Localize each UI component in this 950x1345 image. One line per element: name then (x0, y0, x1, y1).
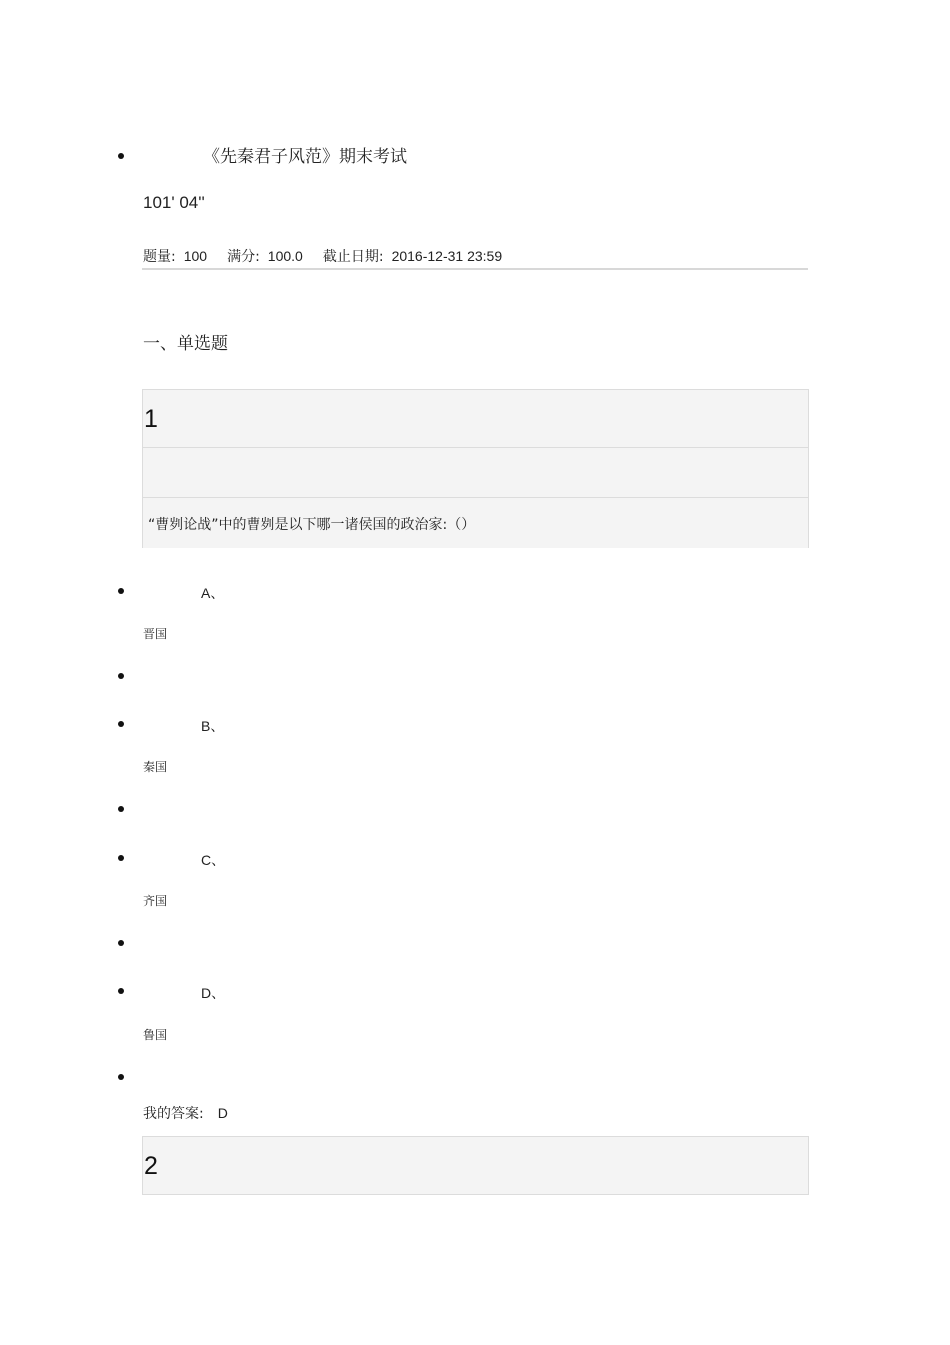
question-card (142, 1136, 809, 1195)
question-spacer-row (143, 448, 808, 498)
score-label: 满分: (227, 249, 260, 265)
option-d-letter[interactable]: D、 (201, 985, 226, 1001)
answer-value: D (217, 1105, 228, 1121)
header-divider (142, 268, 808, 270)
exam-meta (143, 246, 522, 266)
list-bullet (118, 806, 124, 812)
option-bullet (118, 721, 124, 727)
list-bullet (118, 673, 124, 679)
deadline-value: 2016-12-31 23:59 (391, 248, 503, 264)
option-b-text[interactable]: 秦国 (143, 760, 168, 774)
option-bullet (118, 988, 124, 994)
option-d-text[interactable]: 鲁国 (143, 1028, 168, 1042)
option-a-text[interactable]: 晋国 (143, 627, 168, 641)
option-c-text[interactable]: 齐国 (143, 894, 168, 908)
exam-timer: 101' 04'' (143, 193, 205, 212)
section-title: 一、单选题 (143, 334, 228, 354)
option-b-letter[interactable]: B、 (201, 718, 225, 734)
option-bullet (118, 855, 124, 861)
title-bullet (118, 153, 124, 159)
answer-label: 我的答案: (143, 1106, 204, 1122)
option-a-letter[interactable]: A、 (201, 585, 225, 601)
question-card (142, 389, 809, 548)
question-number: 2 (143, 1136, 808, 1195)
count-value: 100 (183, 248, 208, 264)
deadline-label: 截止日期: (322, 249, 384, 265)
score-value: 100.0 (267, 248, 303, 264)
list-bullet (118, 1074, 124, 1080)
question-stem: “曹刿论战”中的曹刿是以下哪一诸侯国的政治家:（） (148, 517, 476, 533)
option-c-letter[interactable]: C、 (201, 852, 226, 868)
list-bullet (118, 940, 124, 946)
exam-title: 《先秦君子风范》期末考试 (203, 147, 407, 167)
question-number: 1 (143, 389, 808, 448)
my-answer (143, 1103, 228, 1123)
count-label: 题量: (143, 249, 176, 265)
option-bullet (118, 588, 124, 594)
